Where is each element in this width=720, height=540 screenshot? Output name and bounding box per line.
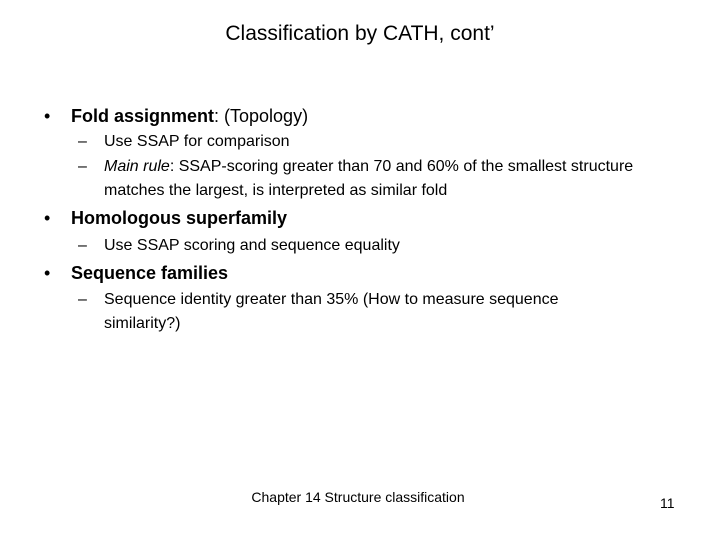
- subitem-main-rule: [78, 155, 638, 203]
- slide-title: Classification by CATH, cont’: [225, 22, 495, 45]
- bullet-marker: •: [44, 208, 51, 228]
- subitem-text: Use SSAP for comparison: [104, 133, 290, 150]
- subitem-text: Sequence identity greater than 35% (How to measure sequence similarity?): [104, 291, 559, 332]
- bullet-marker: •: [44, 263, 51, 283]
- subitem-text: Use SSAP scoring and sequence equality: [104, 237, 400, 254]
- page-number: 11: [660, 495, 675, 511]
- subitem-italic-lead: Main rule: [104, 158, 170, 175]
- bullet-marker: •: [44, 106, 51, 126]
- bullet-text: [71, 105, 308, 127]
- subitem-sequence-identity: [78, 288, 638, 336]
- bullet-suffix: : (Topology): [214, 106, 309, 126]
- dash-marker: –: [78, 237, 87, 254]
- bullet-label: Homologous superfamily: [71, 208, 288, 228]
- subitem-use-ssap: [78, 130, 638, 154]
- bullet-label: Fold assignment: [71, 106, 215, 126]
- slide-footer: Chapter 14 Structure classification: [251, 489, 465, 505]
- subitem-text-wrapper: [104, 155, 638, 203]
- dash-marker: –: [78, 133, 87, 150]
- subitem-ssap-sequence-equality: [78, 234, 638, 258]
- subitem-text: : SSAP-scoring greater than 70 and 60% of the smallest structure matches the largest, is interpreted as similar fold: [104, 158, 634, 199]
- dash-marker: –: [78, 291, 87, 308]
- dash-marker: –: [78, 158, 87, 175]
- bullet-label: Sequence families: [71, 263, 229, 283]
